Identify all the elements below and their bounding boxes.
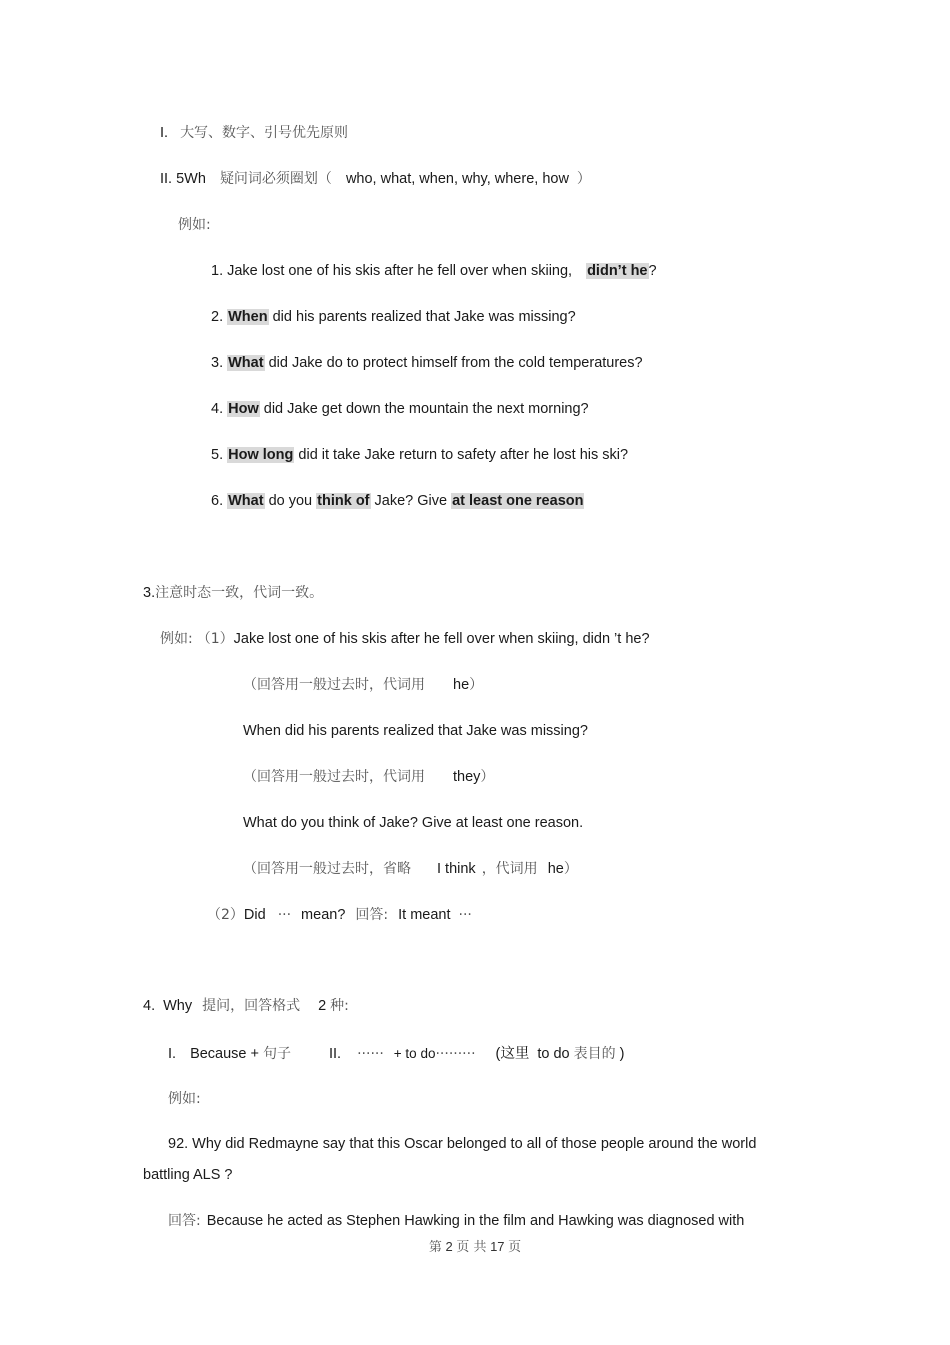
question-4: 4. How did Jake get down the mountain the next morning? — [211, 401, 589, 417]
question-2: 2. When did his parents realized that Jake was missing? — [211, 309, 576, 325]
section-4-formats: I. Because + 句子 II. ······ + to do········· (这里 to do 表目的 ) — [168, 1046, 625, 1062]
section-4-example-label: 例如: — [168, 1091, 201, 1107]
question-1: 1. Jake lost one of his skis after he fell over when skiing, didn’t he? — [211, 263, 657, 279]
question-92-line-1: 92. Why did Redmayne say that this Oscar belonged to all of those people around the world — [168, 1136, 757, 1152]
answer-92: 回答: Because he acted as Stephen Hawking in the film and Hawking was diagnosed with — [168, 1213, 745, 1229]
question-5: 5. How long did it take Jake return to safety after he lost his ski? — [211, 447, 629, 463]
page-footer: 第 2 页 共 17 页 — [428, 1239, 522, 1255]
question-3: 3. What did Jake do to protect himself from the cold temperatures? — [211, 355, 643, 371]
rule-1: I. 大写、数字、引号优先原则 — [160, 125, 349, 141]
section-3-example-2: （2）Did ··· mean? 回答: It meant ··· — [207, 907, 472, 923]
question-92-line-2: battling ALS ? — [143, 1167, 233, 1183]
section-3-example-1: 例如: （1）Jake lost one of his skis after he fell over when skiing, didn ’t he? — [160, 631, 650, 647]
section-3-note-1: （回答用一般过去时，代词用 he） — [243, 677, 484, 693]
example-label: 例如: — [178, 217, 211, 233]
section-3-line-2: When did his parents realized that Jake was missing? — [243, 723, 588, 739]
section-3-note-2: （回答用一般过去时，代词用 they） — [243, 769, 495, 785]
section-3-note-3: （回答用一般过去时，省略 I think ，代词用 he） — [243, 861, 578, 877]
question-6: 6. What do you think of Jake? Give at least one reason — [211, 493, 584, 509]
section-3-title: 3.注意时态一致，代词一致。 — [143, 585, 324, 601]
section-3-line-3: What do you think of Jake? Give at least one reason. — [243, 815, 584, 831]
rule-2: II. 5Wh 疑问词必须圈划（ who, what, when, why, where, how ） — [160, 171, 591, 187]
section-4-title: 4. Why 提问，回答格式 2 种: — [143, 998, 349, 1014]
